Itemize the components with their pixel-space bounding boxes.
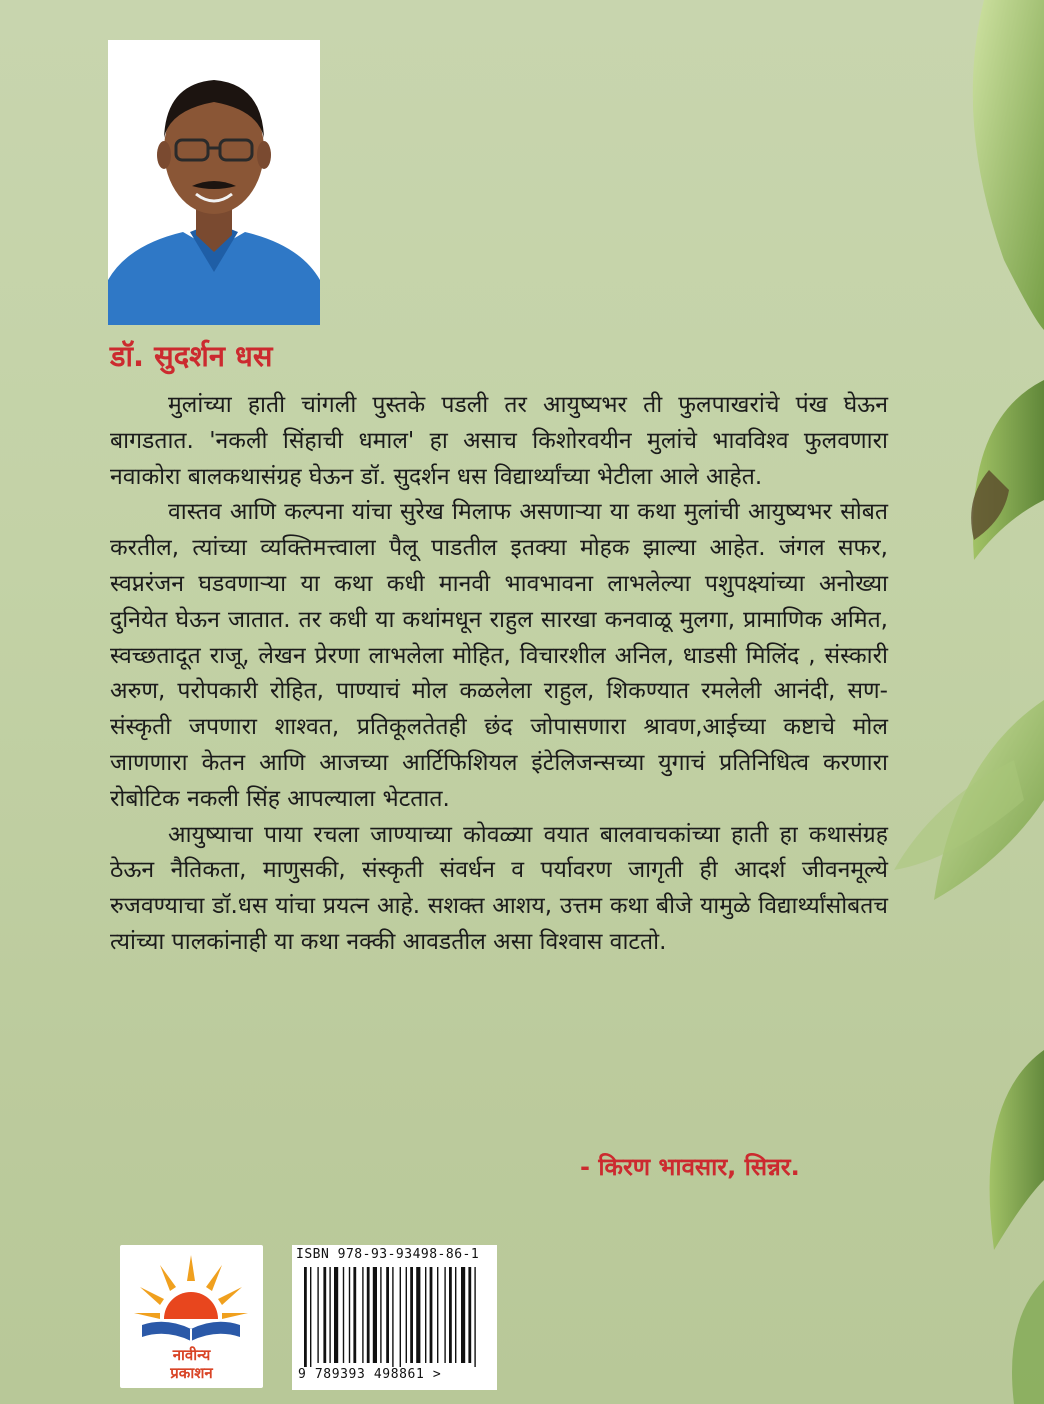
barcode-bar [334, 1267, 338, 1363]
barcode-bar [410, 1267, 413, 1363]
barcode-bar [468, 1267, 471, 1363]
barcode-bar [353, 1267, 356, 1363]
barcode-bar [461, 1267, 465, 1363]
barcode-bar [406, 1267, 407, 1363]
publisher-name-line-2: प्रकाशन [170, 1364, 213, 1382]
barcode-bar [400, 1267, 401, 1367]
author-portrait-illustration [108, 40, 320, 325]
blurb-paragraph-3: आयुष्याचा पाया रचला जाण्याच्या कोवळ्या वयात बालवाचकांच्या हाती हा कथासंग्रह ठेऊन नैतिकता, माणुसकी, संस्कृती संवर्धन व पर्यावरण जागृती ही आदर्श जीवनमूल्ये रुजवण्याचा डॉ.धस यांचा प्रयत्न आहे. सशक्त आशय, उत्तम कथा बीजे यामुळे विद्यार्थ्यांसोबतच त्यांच्या पालकांनाही या कथा नक्की आवडतील असा विश्वास वाटतो. [110, 821, 888, 955]
barcode-bar [430, 1267, 433, 1363]
barcode-bar [416, 1267, 420, 1363]
leaf-decoration [894, 0, 1044, 1404]
barcode-bar [367, 1267, 370, 1363]
sun-over-book-icon [120, 1245, 263, 1345]
barcode-bar [386, 1267, 389, 1363]
barcode-bar [437, 1267, 438, 1363]
publisher-name-line-1: नावीन्य [172, 1346, 211, 1364]
barcode-bar [304, 1267, 307, 1367]
isbn-label: ISBN 978-93-93498-86-1 [296, 1247, 480, 1262]
barcode-bar [317, 1267, 318, 1363]
barcode-bar [444, 1267, 445, 1363]
barcode-bar [349, 1267, 350, 1363]
barcode-bar [310, 1267, 311, 1367]
blurb-paragraph-2: वास्तव आणि कल्पना यांचा सुरेख मिलाफ असणाऱ्या या कथा मुलांची आयुष्यभर सोबत करतील, त्यांच्या व्यक्तिमत्त्वाला पैलू पाडतील इतक्या मोहक झाल्या आहेत. जंगल सफर, स्वप्नरंजन घडवणाऱ्या या कथा कधी मानवी भावभावना लाभलेल्या पशुपक्ष्यांच्या अनोख्या दुनियेत घेऊन जातात. तर कधी या कथांमधून राहुल सारखा कनवाळू मुलगा, प्रामाणिक अमित, स्वच्छतादूत राजू, लेखन प्रेरणा लाभलेला मोहित, विचारशील अनिल, धाडसी मिलिंद , संस्कारी अरुण, परोपकारी रोहित, पाण्याचं मोल कळलेला राहुल, शिकण्यात रमलेली आनंदी, सण- संस्कृती जपणारा शाश्वत, प्रतिकूलतेतही छंद जोपासणारा श्रावण,आईच्या कष्टाचे मोल जाणणारा केतन आणि आजच्या आर्टिफिशियल इंटेलिजन्सच्या युगाचं प्रतिनिधित्व करणारा रोबोटिक नकली सिंह आपल्याला भेटतात. [110, 499, 888, 812]
author-photo [108, 40, 320, 325]
barcode-bar [474, 1267, 475, 1367]
barcode-bar [425, 1267, 426, 1363]
barcode-bar [323, 1267, 326, 1363]
barcode-digits: 9 789393 498861 > [298, 1367, 442, 1382]
blurb-text [110, 388, 888, 961]
barcode-bar [362, 1267, 363, 1363]
author-name: डॉ. सुदर्शन धस [110, 339, 273, 373]
blurb-signature: - किरण भावसार, सिन्नर. [580, 1153, 800, 1181]
isbn-barcode [292, 1245, 497, 1390]
barcode-bar [373, 1267, 377, 1363]
blurb-paragraph-1: मुलांच्या हाती चांगली पुस्तके पडली तर आयुष्यभर ती फुलपाखरांचे पंख घेऊन बागडतात. 'नकली सिंहाची धमाल' हा असाच किशोरवयीन मुलांचे भावविश्व फुलवणारा नवाकोरा बालकथासंग्रह घेऊन डॉ. सुदर्शन धस विद्यार्थ्यांच्या भेटीला आले आहेत. [110, 392, 888, 490]
publisher-logo [120, 1245, 263, 1388]
barcode-bar [380, 1267, 381, 1363]
barcode-bar [392, 1267, 393, 1367]
barcode-bar [449, 1267, 452, 1363]
barcode-bar [343, 1267, 344, 1363]
publisher-name [120, 1346, 263, 1382]
barcode-bar [329, 1267, 330, 1363]
barcode-bar [455, 1267, 456, 1363]
